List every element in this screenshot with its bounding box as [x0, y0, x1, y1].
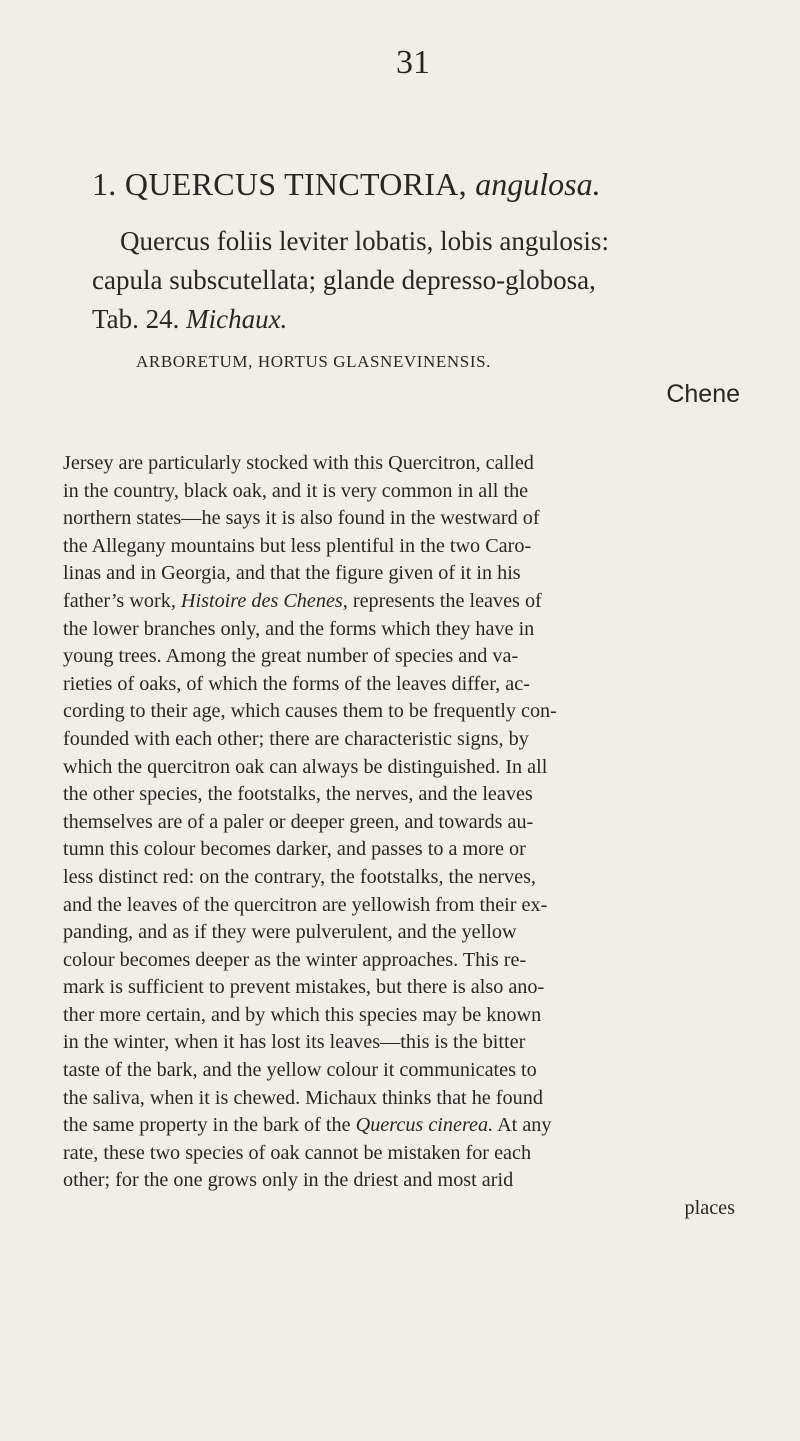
body-line: in the winter, when it has lost its leaves—this is the bitter [63, 1031, 526, 1054]
body-line-fragment: father’s work, [63, 589, 176, 612]
body-line-fragment: the same property in the bark of the [63, 1114, 351, 1137]
body-line: linas and in Georgia, and that the figure given of it in his [63, 562, 521, 585]
body-line: founded with each other; there are characteristic signs, by [63, 727, 529, 750]
body-line: and the leaves of the quercitron are yellowish from their ex- [63, 893, 548, 916]
species-name: QUERCUS TINCTORIA, [124, 166, 467, 202]
diagnosis-line: Quercus foliis leviter lobatis, lobis angulosis: [120, 226, 609, 256]
body-line: Jersey are particularly stocked with this Quercitron, called [63, 452, 534, 474]
body-line-catchword: places [684, 1197, 735, 1220]
body-line: mark is sufficient to prevent mistakes, but there is also ano- [63, 976, 545, 999]
page-number: 31 [396, 44, 430, 81]
body-line: young trees. Among the great number of species and va- [63, 645, 519, 668]
body-line: the other species, the footstalks, the nerves, and the leaves [63, 783, 533, 806]
diagnosis-author: Michaux. [186, 304, 288, 334]
body-line: other; for the one grows only in the driest and most arid [63, 1169, 514, 1192]
diagnosis-line [92, 300, 732, 339]
diagnosis-tab-ref: Tab. 24. [92, 304, 180, 334]
body-line [63, 588, 735, 616]
common-name: Chene [666, 380, 740, 408]
body-line: ther more certain, and by which this species may be known [63, 1003, 542, 1026]
body-line [63, 1112, 735, 1140]
variety-name: angulosa. [475, 166, 601, 202]
body-line: themselves are of a paler or deeper green, and towards au- [63, 810, 534, 833]
diagnosis-line: capula subscutellata; glande depresso-globosa, [92, 265, 596, 295]
body-line: tumn this colour becomes darker, and passes to a more or [63, 838, 526, 861]
collection-reference: ARBORETUM, HORTUS GLASNEVINENSIS. [136, 352, 492, 371]
body-line: the saliva, when it is chewed. Michaux thinks that he found [63, 1086, 543, 1109]
body-line: the Allegany mountains but less plentiful in the two Caro- [63, 534, 532, 557]
body-line-fragment: At any [497, 1114, 552, 1137]
entry-title [92, 168, 601, 200]
body-line: panding, and as if they were pulverulent, and the yellow [63, 921, 517, 944]
body-line: northern states—he says it is also found in the westward of [63, 507, 540, 530]
body-line: less distinct red: on the contrary, the footstalks, the nerves, [63, 865, 536, 888]
body-line: rate, these two species of oak cannot be mistaken for each [63, 1141, 532, 1164]
body-line: cording to their age, which causes them to be frequently con- [63, 700, 557, 723]
body-line: the lower branches only, and the forms which they have in [63, 617, 535, 640]
latin-diagnosis [92, 222, 732, 339]
species-reference: Quercus cinerea. [355, 1114, 494, 1137]
work-title: Histoire des Chenes, [180, 589, 348, 612]
body-line-fragment: represents the leaves of [352, 589, 542, 612]
body-text [63, 450, 735, 1223]
body-line: colour becomes deeper as the winter approaches. This re- [63, 948, 527, 971]
entry-number: 1. [92, 166, 117, 202]
body-line: taste of the bark, and the yellow colour it communicates to [63, 1059, 537, 1082]
body-line: in the country, black oak, and it is very common in all the [63, 479, 529, 502]
body-line: rieties of oaks, of which the forms of the leaves differ, ac- [63, 672, 530, 695]
body-line: which the quercitron oak can always be distinguished. In all [63, 755, 548, 778]
